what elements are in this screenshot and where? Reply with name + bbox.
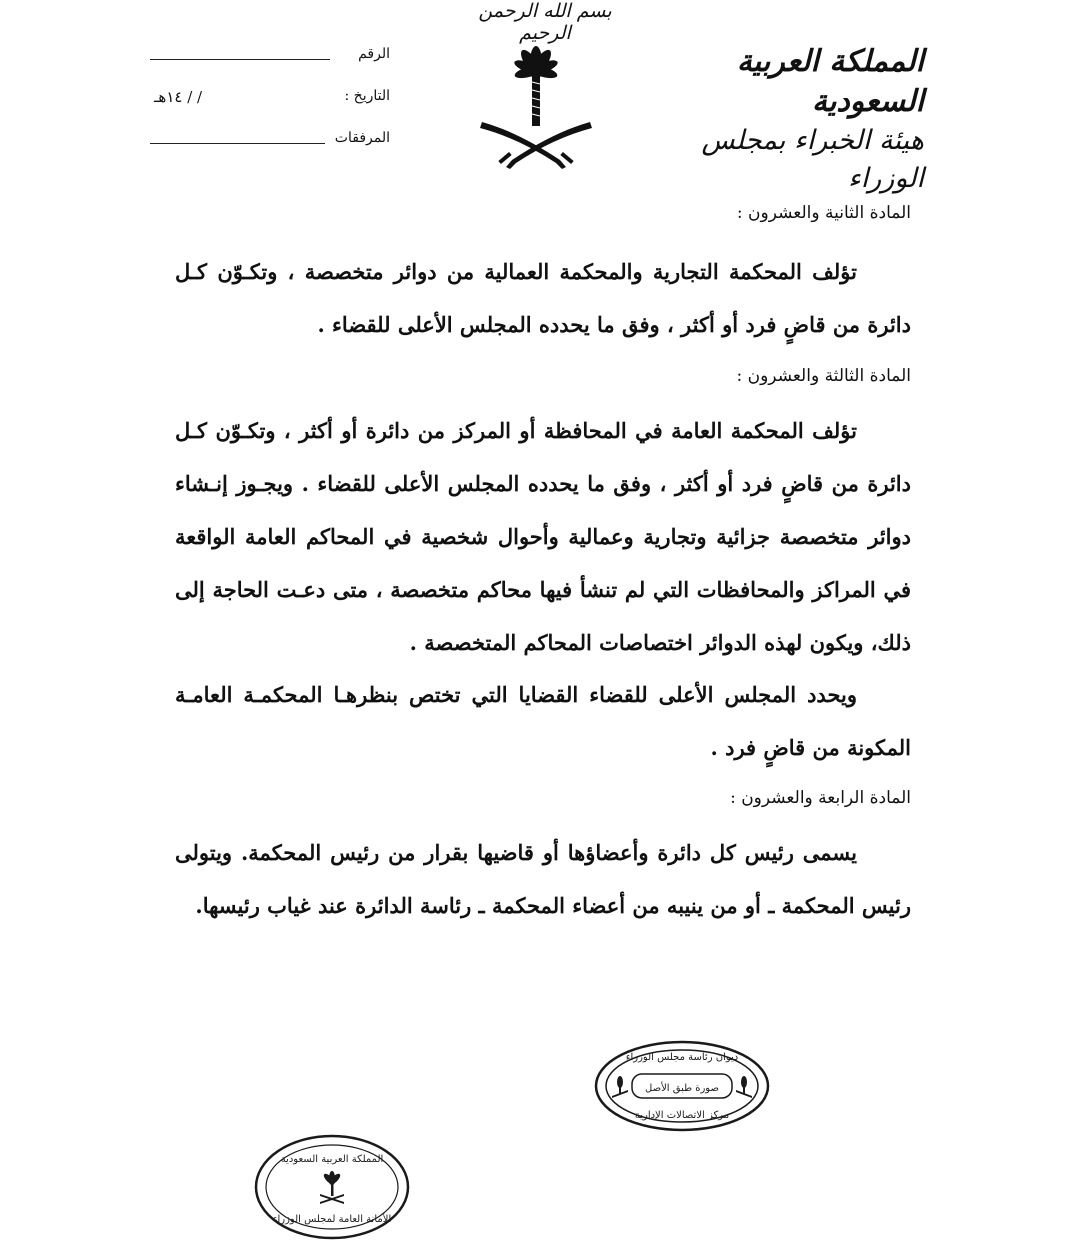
stamp-emblem-left-icon (612, 1076, 628, 1098)
stamp-center-text: مركز الاتصالات الإدارية (634, 1110, 730, 1121)
article-22-heading: المادة الثانية والعشرون : (736, 203, 911, 223)
reference-number-label: الرقم (358, 46, 390, 62)
article-23-paragraph-2: ويحدد المجلس الأعلى للقضاء القضايا التي تختص بنظرهـا المحكمـة العامـة المكونة من قاضٍ فرد . (175, 682, 911, 760)
letter-metadata (150, 42, 390, 168)
stamp-kingdom-text: المملكة العربية السعودية (280, 1154, 384, 1165)
authority-title: هيئة الخبراء بمجلس الوزراء (701, 125, 924, 194)
certified-copy-stamp (592, 1038, 772, 1134)
article-24-heading: المادة الرابعة والعشرون : (730, 788, 911, 808)
kingdom-title: المملكة العربية السعودية (736, 44, 924, 119)
article-23-paragraph-1: تؤلف المحكمة العامة في المحافظة أو المركز من دائرة أو أكثر ، وتكـوّن كـل دائرة من قاضٍ فرد أو أكثر ، وفق ما يحدده المجلس الأعلى للقضاء . ويجـوز إنـشاء دوائر متخصصة جزائية وتجارية وعمالية وأحوال شخصية في المحاكم العامة الواقعة في المراكز والمحافظات التي لم تنشأ فيها محاكم متخصصة ، متى دعـت الحاجة إلى ذلك، ويكون لهذه الدوائر اختصاصات المحاكم المتخصصة . (175, 418, 911, 655)
reference-number-row (150, 42, 390, 84)
attachments-row (150, 126, 390, 168)
article-23-heading: المادة الثالثة والعشرون : (736, 366, 911, 386)
attachments-label: المرفقات (334, 130, 390, 146)
reference-number-line (150, 59, 330, 60)
article-22-paragraph: تؤلف المحكمة التجارية والمحكمة العمالية من دوائر متخصصة ، وتكـوّن كـل دائرة من قاضٍ فرد أو أكثر ، وفق ما يحدده المجلس الأعلى للقضاء . (175, 259, 911, 337)
stamp-palm-emblem-icon (320, 1171, 344, 1204)
saudi-palm-swords-emblem-icon (478, 40, 594, 175)
date-value: / / ١٤هـ (154, 88, 203, 106)
attachments-line (150, 143, 325, 144)
general-secretariat-stamp (252, 1132, 412, 1242)
date-label: التاريخ : (344, 88, 390, 104)
article-24-paragraph: يسمى رئيس كل دائرة وأعضاؤها أو قاضيها بقرار من رئيس المحكمة. ويتولى رئيس المحكمة ـ أو من ينيبه من أعضاء المحكمة ـ رئاسة الدائرة عند غياب رئيسها. (175, 840, 911, 918)
organization-name (624, 42, 924, 198)
basmala: بسم الله الرحمن الرحيم (478, 0, 612, 44)
stamp-certified-text: صورة طبق الأصل (645, 1083, 719, 1094)
date-row (150, 84, 390, 126)
stamp-office-text: ديوان رئاسة مجلس الوزراء (625, 1052, 739, 1063)
stamp-secretariat-text: الأمانة العامة لمجلس الوزراء (272, 1214, 392, 1225)
stamp-emblem-right-icon (736, 1076, 752, 1098)
